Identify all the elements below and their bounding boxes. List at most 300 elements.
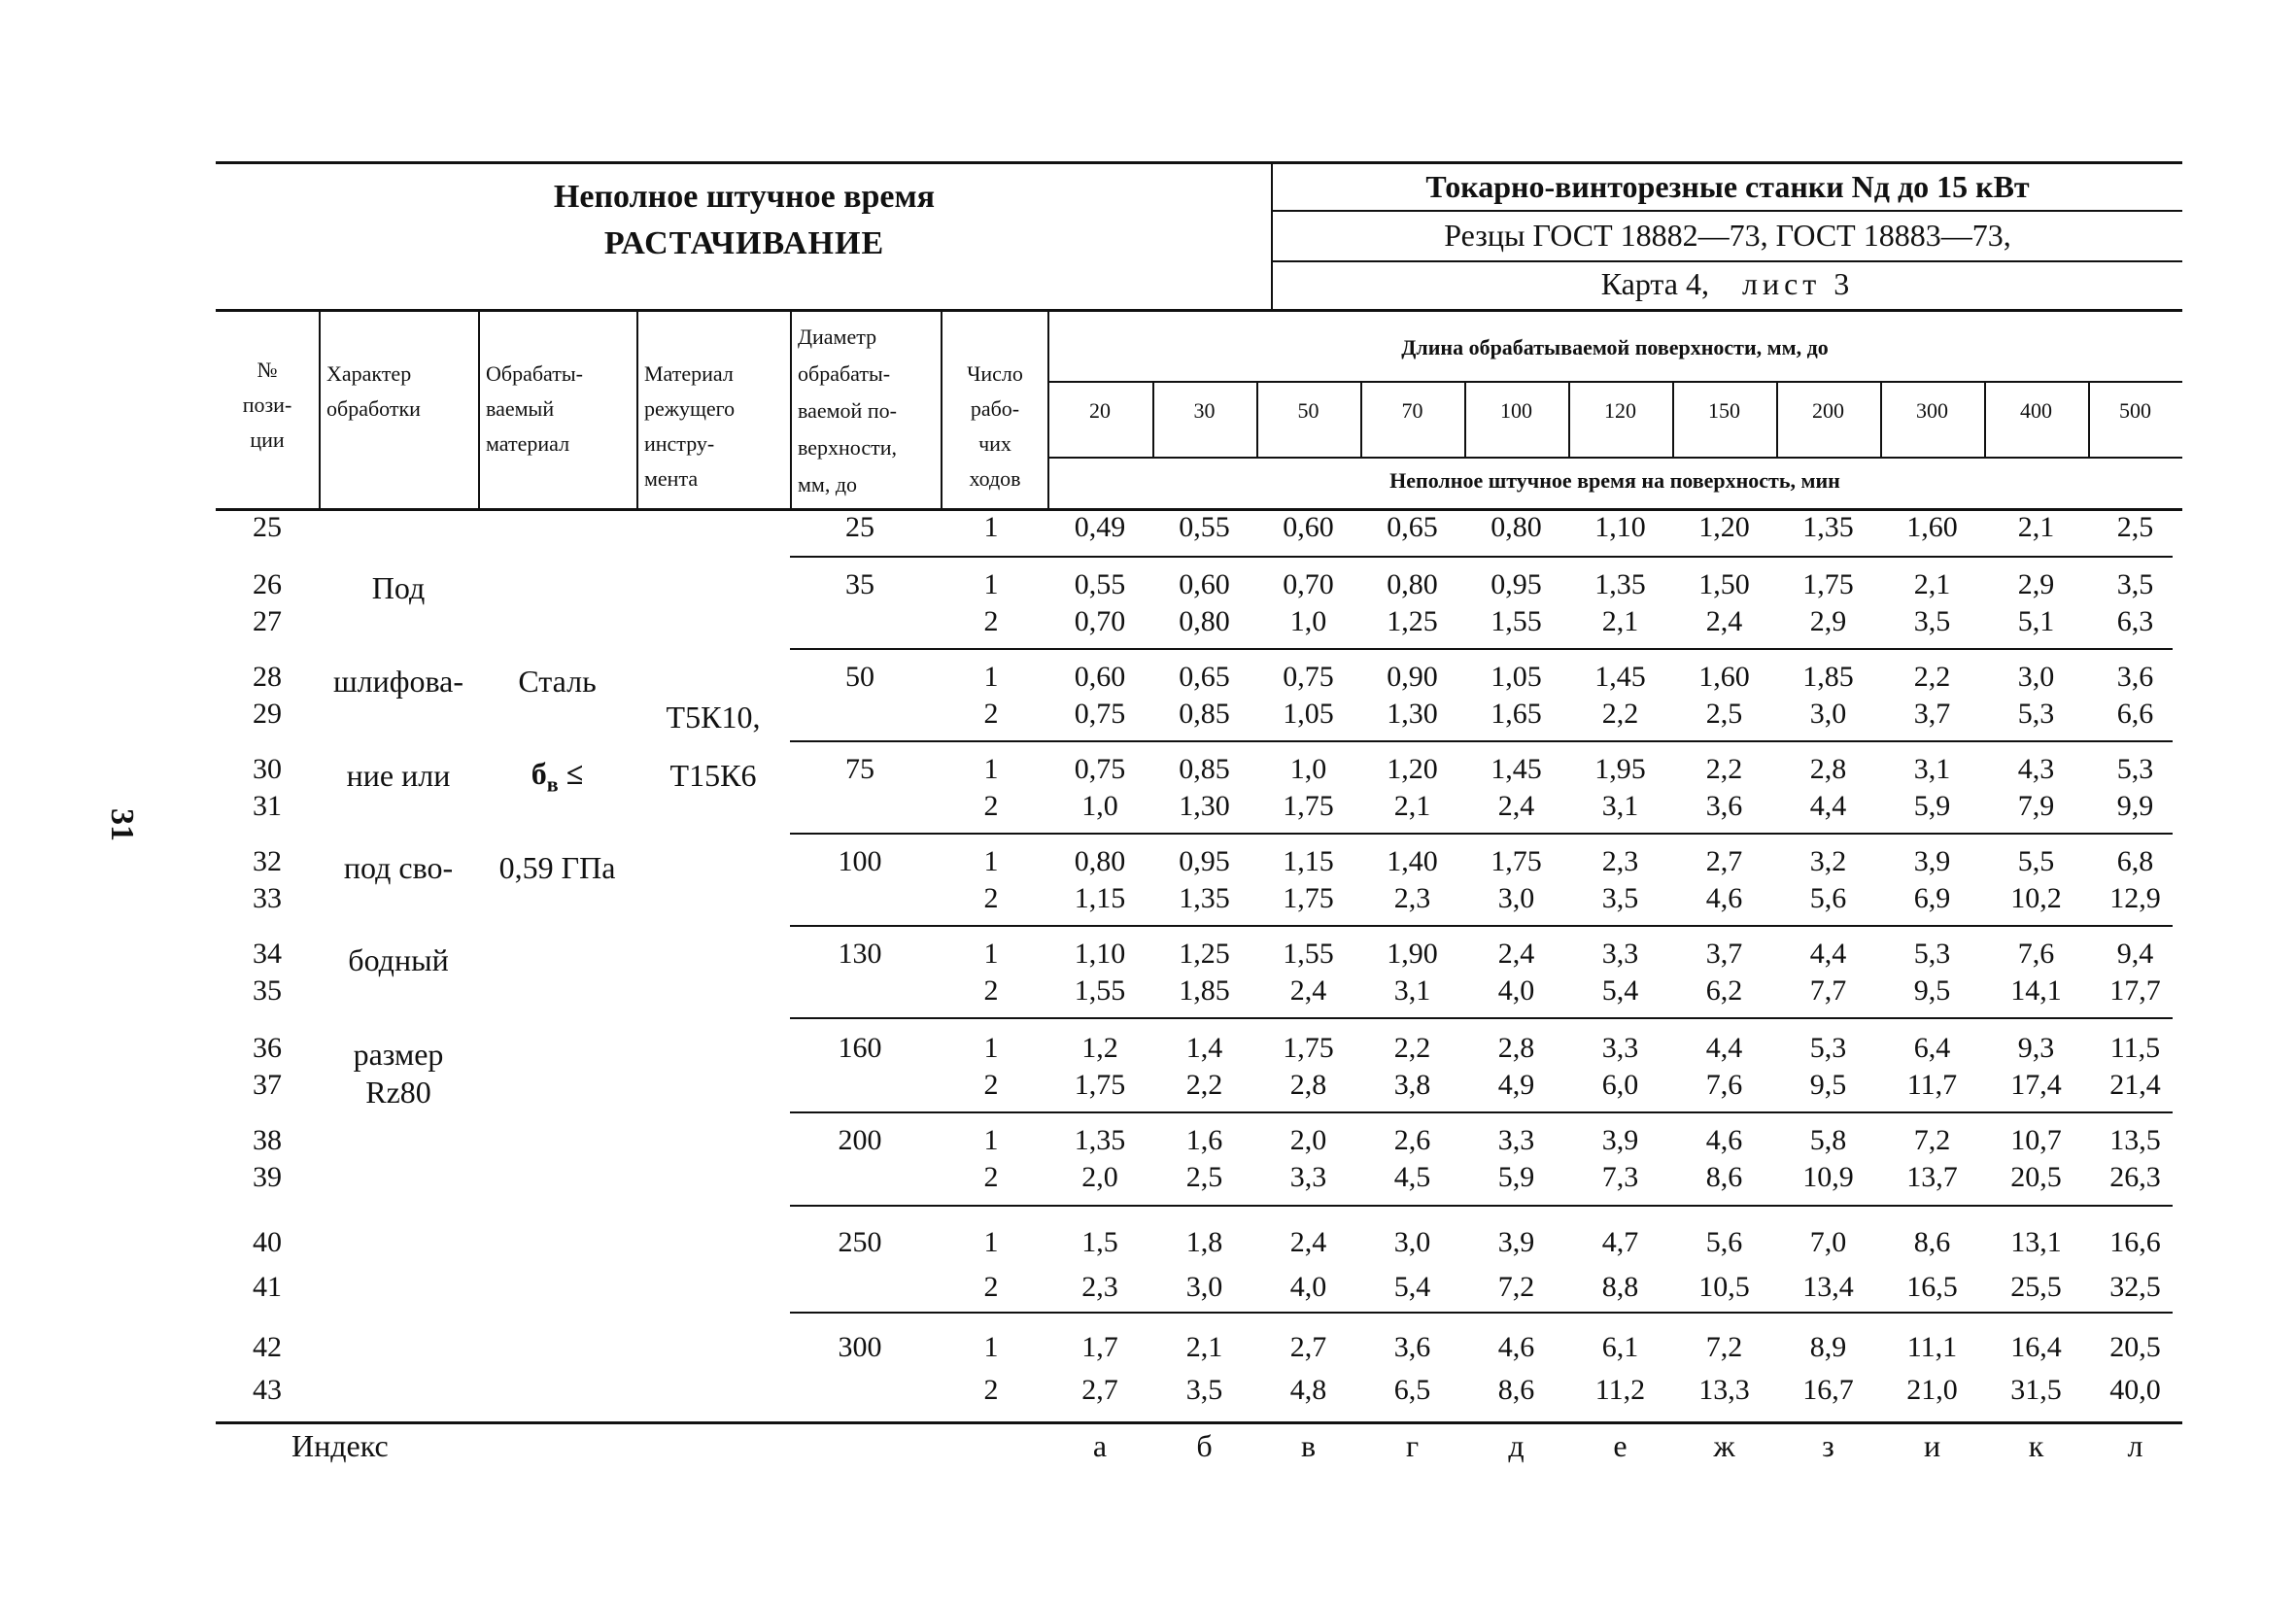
time-value: 1,45 (1491, 753, 1542, 785)
time-value: 7,2 (1497, 1271, 1535, 1303)
time-value: 5,6 (1809, 882, 1847, 914)
column-header-tool-material: режущего (644, 396, 736, 421)
time-value: 0,85 (1179, 753, 1230, 785)
time-value: 5,5 (2017, 845, 2055, 877)
time-value: 9,5 (1809, 1069, 1847, 1101)
time-value: 2,7 (1289, 1331, 1327, 1363)
time-value: 1,85 (1802, 661, 1854, 693)
length-value: 50 (1297, 398, 1319, 423)
time-value: 1,75 (1283, 882, 1334, 914)
column-header-material: Обрабаты- (486, 361, 583, 386)
diameter-value: 300 (838, 1331, 882, 1363)
time-value: 1,75 (1074, 1069, 1126, 1101)
time-value: 1,6 (1185, 1124, 1223, 1156)
passes-value: 1 (983, 661, 999, 693)
time-value: 3,1 (1601, 790, 1639, 822)
time-value: 2,4 (1289, 1226, 1327, 1258)
time-value: 0,65 (1179, 661, 1230, 693)
position-number: 37 (253, 1069, 282, 1101)
index-letter: к (2028, 1428, 2044, 1463)
passes-value: 1 (983, 845, 999, 877)
time-value: 5,4 (1393, 1271, 1431, 1303)
time-value: 1,30 (1387, 698, 1438, 730)
diameter-value: 75 (845, 753, 874, 785)
sigma-subscript: в (546, 771, 559, 797)
time-value: 2,2 (1913, 661, 1951, 693)
time-value: 31,5 (2010, 1374, 2062, 1406)
tools-standard: Резцы ГОСТ 18882—73, ГОСТ 18883—73, (1444, 218, 2011, 253)
time-value: 6,5 (1393, 1374, 1431, 1406)
time-value: 3,3 (1601, 1032, 1639, 1064)
time-value: 0,75 (1074, 753, 1126, 785)
time-value: 3,5 (1913, 605, 1951, 637)
position-number: 27 (253, 605, 282, 637)
time-value: 3,0 (2017, 661, 2055, 693)
horizontal-rule (790, 556, 2173, 558)
horizontal-rule (1047, 381, 2182, 383)
passes-value: 2 (983, 605, 999, 637)
time-value: 1,2 (1081, 1032, 1118, 1064)
index-letter: в (1300, 1428, 1317, 1463)
horizontal-rule (790, 648, 2173, 650)
passes-value: 1 (983, 568, 999, 600)
time-value: 3,0 (1497, 882, 1535, 914)
time-value: 9,3 (2017, 1032, 2055, 1064)
processing-character-text: размер (353, 1037, 444, 1072)
index-letter: д (1508, 1428, 1525, 1463)
time-value: 13,3 (1698, 1374, 1750, 1406)
time-value: 2,9 (1809, 605, 1847, 637)
time-value: 0,85 (1179, 698, 1230, 730)
time-value: 7,0 (1809, 1226, 1847, 1258)
time-value: 7,3 (1601, 1161, 1639, 1193)
time-value: 8,8 (1601, 1271, 1639, 1303)
vertical-rule (478, 309, 480, 508)
time-value: 4,6 (1705, 1124, 1743, 1156)
time-value: 21,0 (1906, 1374, 1958, 1406)
tool-material-text: Т5К10, (666, 700, 761, 735)
time-value: 3,6 (1705, 790, 1743, 822)
column-header-position: № (257, 358, 278, 382)
time-value: 1,55 (1283, 938, 1334, 970)
diameter-value: 130 (838, 938, 882, 970)
time-value: 4,8 (1289, 1374, 1327, 1406)
column-header-diameter: ваемой по- (798, 398, 897, 423)
sigma-symbol: б (531, 756, 547, 791)
time-value: 7,9 (2017, 790, 2055, 822)
column-header-passes: ходов (969, 466, 1021, 491)
passes-value: 1 (983, 1331, 999, 1363)
position-number: 39 (253, 1161, 282, 1193)
time-value: 17,7 (2109, 974, 2161, 1007)
card-number: Карта 4, (1600, 266, 1709, 301)
index-letter: ж (1713, 1428, 1735, 1463)
time-value: 2,4 (1705, 605, 1743, 637)
vertical-rule (790, 309, 792, 508)
time-value: 2,8 (1809, 753, 1847, 785)
time-value: 1,10 (1594, 511, 1646, 543)
time-value: 13,5 (2109, 1124, 2161, 1156)
diameter-value: 160 (838, 1032, 882, 1064)
time-value: 16,4 (2010, 1331, 2062, 1363)
time-value: 1,05 (1283, 698, 1334, 730)
time-value: 2,4 (1497, 938, 1535, 970)
time-value: 1,75 (1802, 568, 1854, 600)
position-number: 41 (253, 1271, 282, 1303)
time-value: 16,5 (1906, 1271, 1958, 1303)
time-value: 1,30 (1179, 790, 1230, 822)
time-value: 1,5 (1081, 1226, 1118, 1258)
horizontal-rule (790, 1205, 2173, 1207)
length-value: 70 (1401, 398, 1423, 423)
header-subtitle: РАСТАЧИВАНИЕ (603, 225, 885, 261)
time-value: 10,9 (1802, 1161, 1854, 1193)
time-value: 0,95 (1179, 845, 1230, 877)
time-value: 1,85 (1179, 974, 1230, 1007)
time-value: 2,6 (1393, 1124, 1431, 1156)
processing-character-text: ние или (346, 758, 451, 793)
passes-value: 1 (983, 1032, 999, 1064)
diameter-value: 100 (838, 845, 882, 877)
time-value: 1,4 (1185, 1032, 1223, 1064)
time-value: 13,7 (1906, 1161, 1958, 1193)
time-value: 4,0 (1289, 1271, 1327, 1303)
length-value: 300 (1916, 398, 1948, 423)
time-value: 2,5 (1705, 698, 1743, 730)
time-value: 4,7 (1601, 1226, 1639, 1258)
time-value: 6,6 (2116, 698, 2154, 730)
time-value: 1,15 (1074, 882, 1126, 914)
time-value: 0,80 (1074, 845, 1126, 877)
horizontal-rule (216, 161, 2182, 164)
horizontal-rule (790, 833, 2173, 835)
time-value: 5,4 (1601, 974, 1639, 1007)
position-number: 29 (253, 698, 282, 730)
time-value: 3,6 (2116, 661, 2154, 693)
time-value: 6,4 (1913, 1032, 1951, 1064)
column-header-position: ции (250, 427, 285, 452)
diameter-value: 35 (845, 568, 874, 600)
time-value: 2,9 (2017, 568, 2055, 600)
time-value: 14,1 (2010, 974, 2062, 1007)
time-value: 0,80 (1179, 605, 1230, 637)
time-value: 2,2 (1185, 1069, 1223, 1101)
time-value: 1,8 (1185, 1226, 1223, 1258)
time-value: 1,0 (1081, 790, 1118, 822)
column-header-tool-material: мента (644, 466, 699, 491)
time-value: 11,7 (1906, 1069, 1958, 1101)
time-value: 3,1 (1393, 974, 1431, 1007)
time-value: 1,90 (1387, 938, 1438, 970)
length-value: 500 (2119, 398, 2151, 423)
time-value: 1,95 (1594, 753, 1646, 785)
time-value: 4,0 (1497, 974, 1535, 1007)
time-value: 4,3 (2017, 753, 2055, 785)
time-value: 1,7 (1081, 1331, 1118, 1363)
position-number: 34 (253, 938, 282, 970)
time-value: 8,6 (1705, 1161, 1743, 1193)
passes-value: 2 (983, 974, 999, 1007)
position-number: 35 (253, 974, 282, 1007)
time-value: 8,9 (1809, 1331, 1847, 1363)
time-value: 3,0 (1809, 698, 1847, 730)
column-header-position: пози- (242, 393, 292, 417)
time-value: 3,1 (1913, 753, 1951, 785)
column-header-diameter: верхности, (798, 435, 897, 460)
time-value: 4,5 (1393, 1161, 1431, 1193)
horizontal-rule (790, 1017, 2173, 1019)
passes-value: 2 (983, 1374, 999, 1406)
time-value: 6,9 (1913, 882, 1951, 914)
passes-value: 2 (983, 698, 999, 730)
time-value: 2,0 (1081, 1161, 1118, 1193)
time-value: 1,55 (1491, 605, 1542, 637)
time-value: 1,20 (1698, 511, 1750, 543)
time-value: 2,3 (1081, 1271, 1118, 1303)
time-value: 2,2 (1705, 753, 1743, 785)
time-value: 3,3 (1601, 938, 1639, 970)
time-value: 13,4 (1802, 1271, 1854, 1303)
position-number: 28 (253, 661, 282, 693)
column-header-material: ваемый (486, 396, 555, 421)
time-value: 25,5 (2010, 1271, 2062, 1303)
header-title-block (216, 163, 1273, 309)
time-value: 1,40 (1387, 845, 1438, 877)
index-letter: л (2127, 1428, 2143, 1463)
time-value: 5,1 (2017, 605, 2055, 637)
time-value: 3,9 (1601, 1124, 1639, 1156)
time-value: 1,35 (1074, 1124, 1126, 1156)
index-letter: г (1405, 1428, 1420, 1463)
time-value: 3,5 (1185, 1374, 1223, 1406)
time-value: 2,1 (2017, 511, 2055, 543)
position-number: 42 (253, 1331, 282, 1363)
time-value: 5,9 (1913, 790, 1951, 822)
time-value: 7,2 (1705, 1331, 1743, 1363)
time-value: 2,4 (1497, 790, 1535, 822)
diameter-value: 200 (838, 1124, 882, 1156)
column-header-diameter: мм, до (798, 472, 858, 496)
time-value: 1,25 (1387, 605, 1438, 637)
passes-value: 1 (983, 1124, 999, 1156)
time-value: 0,75 (1283, 661, 1334, 693)
passes-value: 2 (983, 882, 999, 914)
horizontal-rule (790, 925, 2173, 927)
time-value: 1,50 (1698, 568, 1750, 600)
diameter-value: 250 (838, 1226, 882, 1258)
time-value: 3,3 (1289, 1161, 1327, 1193)
time-value: 3,5 (2116, 568, 2154, 600)
time-value: 11,5 (2109, 1032, 2161, 1064)
time-value: 0,65 (1387, 511, 1438, 543)
time-value: 3,8 (1393, 1069, 1431, 1101)
diameter-value: 25 (845, 511, 874, 543)
passes-value: 2 (983, 1069, 999, 1101)
card-sheet (1273, 266, 2182, 302)
index-letter: а (1092, 1428, 1108, 1463)
time-value: 20,5 (2109, 1331, 2161, 1363)
time-value: 3,0 (1393, 1226, 1431, 1258)
vertical-rule (636, 309, 638, 508)
passes-value: 1 (983, 753, 999, 785)
time-value: 2,5 (1185, 1161, 1223, 1193)
time-value: 3,0 (1185, 1271, 1223, 1303)
column-header-character: обработки (326, 396, 421, 421)
horizontal-rule (790, 1111, 2173, 1113)
time-value: 4,4 (1705, 1032, 1743, 1064)
time-value: 0,90 (1387, 661, 1438, 693)
length-value: 400 (2020, 398, 2052, 423)
time-value: 0,55 (1179, 511, 1230, 543)
horizontal-rule (790, 1312, 2173, 1314)
machine-title: Токарно-винторезные станки Nд до 15 кВт (1425, 169, 2030, 204)
time-value: 2,4 (1289, 974, 1327, 1007)
tool-material-text: Т15К6 (669, 758, 757, 793)
time-value: 3,9 (1497, 1226, 1535, 1258)
time-value: 1,75 (1283, 790, 1334, 822)
time-value: 7,6 (2017, 938, 2055, 970)
strength-condition (478, 756, 636, 797)
time-value: 6,2 (1705, 974, 1743, 1007)
time-value: 3,5 (1601, 882, 1639, 914)
time-value: 0,60 (1283, 511, 1334, 543)
passes-value: 2 (983, 790, 999, 822)
time-value: 4,9 (1497, 1069, 1535, 1101)
horizontal-rule (216, 309, 2182, 312)
time-value: 6,1 (1601, 1331, 1639, 1363)
time-value: 2,1 (1601, 605, 1639, 637)
processing-character-text: Под (371, 570, 426, 605)
time-value: 3,6 (1393, 1331, 1431, 1363)
time-value: 2,3 (1601, 845, 1639, 877)
column-header-character: Характер (326, 361, 412, 386)
time-value: 0,70 (1283, 568, 1334, 600)
time-value: 3,3 (1497, 1124, 1535, 1156)
length-value: 200 (1812, 398, 1844, 423)
time-value: 2,7 (1081, 1374, 1118, 1406)
time-value: 10,7 (2010, 1124, 2062, 1156)
time-value: 1,60 (1906, 511, 1958, 543)
time-value: 13,1 (2010, 1226, 2062, 1258)
horizontal-rule (1047, 457, 2182, 459)
position-number: 30 (253, 753, 282, 785)
time-value: 5,6 (1705, 1226, 1743, 1258)
time-value: 1,25 (1179, 938, 1230, 970)
time-value: 2,0 (1289, 1124, 1327, 1156)
passes-value: 1 (983, 1226, 999, 1258)
length-value: 30 (1193, 398, 1216, 423)
length-value: 150 (1708, 398, 1740, 423)
length-value: 100 (1500, 398, 1532, 423)
time-value: 4,6 (1705, 882, 1743, 914)
time-value: 3,2 (1809, 845, 1847, 877)
time-value: 5,9 (1497, 1161, 1535, 1193)
time-value: 0,49 (1074, 511, 1126, 543)
time-value: 2,8 (1289, 1069, 1327, 1101)
time-value: 9,9 (2116, 790, 2154, 822)
time-value: 26,3 (2109, 1161, 2161, 1193)
time-value: 5,3 (1809, 1032, 1847, 1064)
time-value: 3,7 (1705, 938, 1743, 970)
time-value: 0,55 (1074, 568, 1126, 600)
time-value: 1,35 (1179, 882, 1230, 914)
diameter-value: 50 (845, 661, 874, 693)
time-value: 6,8 (2116, 845, 2154, 877)
time-value: 2,7 (1705, 845, 1743, 877)
position-number: 43 (253, 1374, 282, 1406)
time-value: 10,2 (2010, 882, 2062, 914)
time-value: 1,55 (1074, 974, 1126, 1007)
vertical-rule (319, 309, 321, 508)
time-value: 4,6 (1497, 1331, 1535, 1363)
time-value: 7,7 (1809, 974, 1847, 1007)
time-value: 2,8 (1497, 1032, 1535, 1064)
time-value: 1,10 (1074, 938, 1126, 970)
time-value: 2,2 (1393, 1032, 1431, 1064)
length-value: 120 (1604, 398, 1636, 423)
time-value: 9,4 (2116, 938, 2154, 970)
time-value: 9,5 (1913, 974, 1951, 1007)
time-value: 16,7 (1802, 1374, 1854, 1406)
time-value: 0,60 (1179, 568, 1230, 600)
passes-value: 2 (983, 1161, 999, 1193)
position-number: 31 (253, 790, 282, 822)
time-value: 1,65 (1491, 698, 1542, 730)
horizontal-rule (1273, 260, 2182, 262)
time-value: 0,70 (1074, 605, 1126, 637)
time-value: 0,75 (1074, 698, 1126, 730)
time-value: 0,95 (1491, 568, 1542, 600)
time-value: 1,20 (1387, 753, 1438, 785)
time-value: 8,6 (1497, 1374, 1535, 1406)
column-header-passes: чих (978, 431, 1011, 456)
time-header: Неполное штучное время на поверхность, мин (1389, 468, 1840, 493)
processing-character-text: бодный (348, 942, 449, 977)
time-value: 0,60 (1074, 661, 1126, 693)
time-value: 3,7 (1913, 698, 1951, 730)
index-letter: б (1196, 1428, 1213, 1463)
time-value: 1,0 (1289, 605, 1327, 637)
time-value: 5,3 (2116, 753, 2154, 785)
time-value: 11,2 (1594, 1374, 1646, 1406)
position-number: 36 (253, 1032, 282, 1064)
time-value: 5,3 (1913, 938, 1951, 970)
index-letter: и (1923, 1428, 1941, 1463)
time-value: 3,9 (1913, 845, 1951, 877)
time-value: 2,3 (1393, 882, 1431, 914)
time-value: 1,05 (1491, 661, 1542, 693)
time-value: 4,4 (1809, 790, 1847, 822)
time-value: 2,1 (1185, 1331, 1223, 1363)
time-value: 7,6 (1705, 1069, 1743, 1101)
time-value: 5,8 (1809, 1124, 1847, 1156)
horizontal-rule (216, 1421, 2182, 1424)
vertical-rule (1271, 161, 1273, 309)
workpiece-material-text: Сталь (518, 664, 597, 699)
processing-character-text: шлифова- (332, 664, 463, 699)
time-value: 6,3 (2116, 605, 2154, 637)
column-header-diameter: Диаметр (798, 325, 877, 349)
passes-value: 1 (983, 938, 999, 970)
column-header-material: материал (486, 431, 570, 456)
time-value: 0,80 (1387, 568, 1438, 600)
time-value: 20,5 (2010, 1161, 2062, 1193)
time-value: 1,15 (1283, 845, 1334, 877)
time-value: 7,2 (1913, 1124, 1951, 1156)
position-number: 32 (253, 845, 282, 877)
time-value: 1,75 (1283, 1032, 1334, 1064)
position-number: 26 (253, 568, 282, 600)
